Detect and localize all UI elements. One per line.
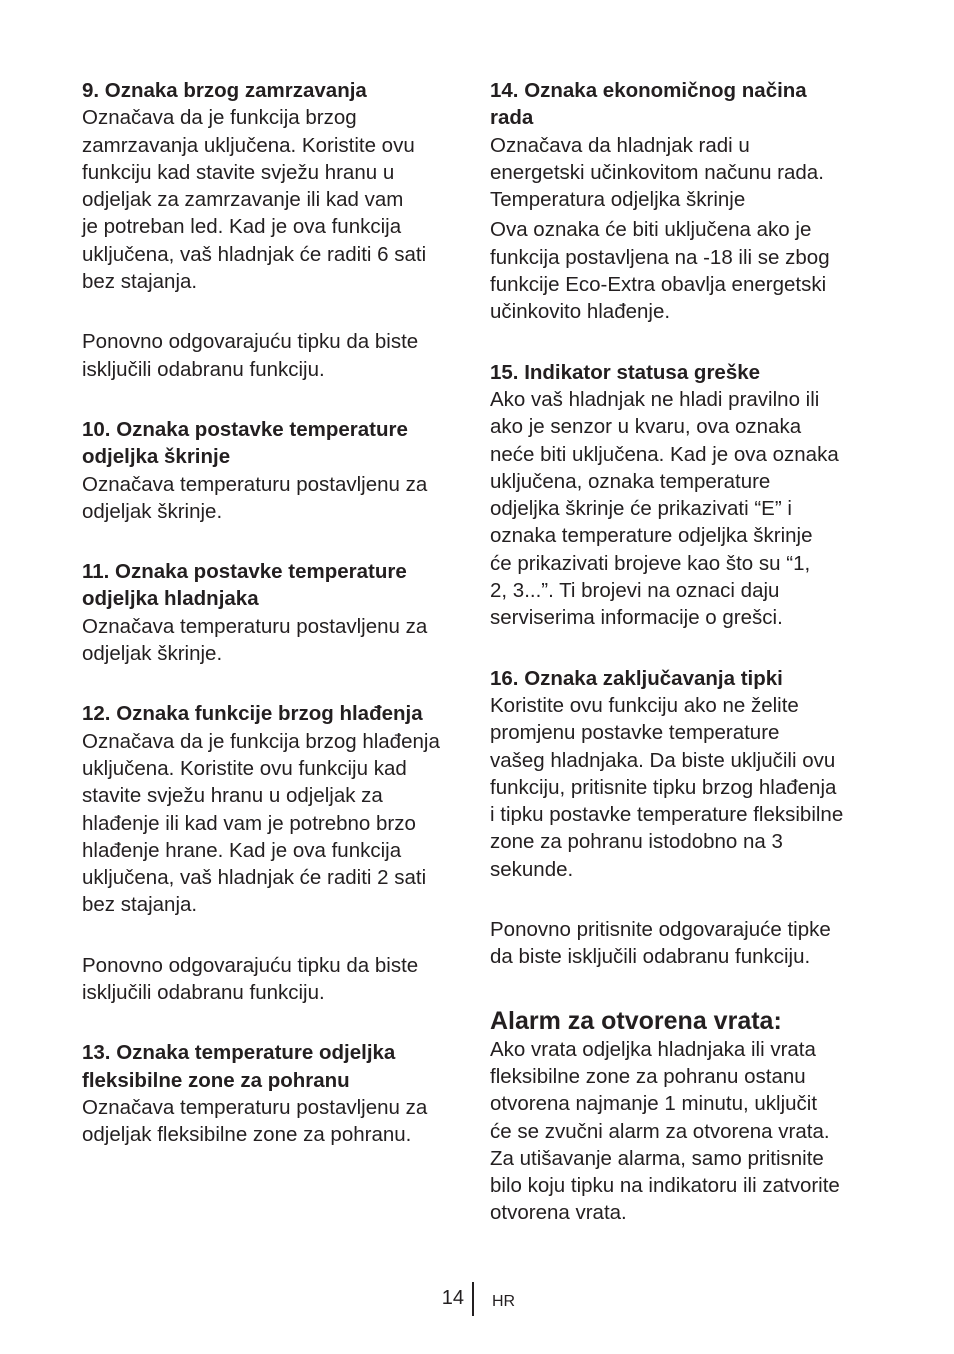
section-text: Označava da hladnjak radi u energetski učinkovitom načunu rada. Temperatura odjeljka škrinje bbox=[490, 133, 824, 212]
section-9-note bbox=[82, 328, 468, 383]
section-12-note bbox=[82, 952, 468, 1007]
page-number: 14 bbox=[441, 1287, 464, 1309]
section-text: Označava da je funkcija brzog zamrzavanja uključena. Koristite ovu funkciju kad stavite svježu hranu u odjeljak za zamrzavanje ili kad vam je potreban led. Kad je ova funkcija uključena, vaš hladnjak će raditi 6 sati bez stajanja. bbox=[82, 106, 427, 294]
language-code: HR bbox=[492, 1293, 516, 1310]
section-heading: 12. Oznaka funkcije brzog hlađenja bbox=[82, 702, 423, 726]
section-text: Označava temperaturu postavljenu za odjeljak škrinje. bbox=[82, 614, 428, 666]
section-text: Označava da je funkcija brzog hlađenja uključena. Koristite ovu funkciju kad stavite svježu hranu u odjeljak za hlađenje ili kad vam je potrebno brzo hlađenje hrane. Kad je ova funkcija uključena, vaš hladnjak će raditi 2 sati bez stajanja. bbox=[82, 729, 440, 917]
section-alarm bbox=[490, 1004, 876, 1227]
section-heading: 16. Oznaka zaključavanja tipki bbox=[490, 666, 783, 690]
section-heading: 14. Oznaka ekonomičnog načina rada bbox=[490, 79, 807, 130]
section-12 bbox=[82, 700, 468, 918]
section-text: Koristite ovu funkciju ako ne želite promjenu postavke temperature vašeg hladnjaka. Da biste uključili ovu funkciju, pritisnite tipku brzog hlađenja i tipku postavke temperature fleksibilne zone za pohranu istodobno na 3 sekunde. bbox=[490, 693, 844, 881]
section-text: Označava temperaturu postavljenu za odjeljak škrinje. bbox=[82, 472, 428, 523]
alarm-text: Ako vrata odjeljka hladnjaka ili vrata fleksibilne zone za pohranu ostanu otvorena najmanje 1 minutu, uključit će se zvučni alarm za otvorena vrata. Za utišavanje alarma, samo pritisnite bilo koju tipku na indikatoru ili zatvorite otvorena vrata. bbox=[490, 1037, 840, 1225]
section-9 bbox=[82, 77, 468, 295]
section-heading: 15. Indikator statusa greške bbox=[490, 360, 761, 384]
alarm-heading: Alarm za otvorena vrata: bbox=[490, 1006, 782, 1035]
section-note: Ponovno odgovarajuću tipku da biste isključili odabranu funkciju. bbox=[82, 953, 419, 1005]
section-15 bbox=[490, 359, 876, 632]
section-13 bbox=[82, 1039, 468, 1148]
section-11 bbox=[82, 558, 468, 667]
section-heading: 9. Oznaka brzog zamrzavanja bbox=[82, 79, 367, 102]
section-14 bbox=[490, 77, 876, 326]
section-note: Ponovno odgovarajuću tipku da biste isključili odabranu funkciju. bbox=[82, 330, 419, 381]
section-note: Ponovno pritisnite odgovarajuće tipke da biste isključili odabranu funkciju. bbox=[490, 918, 831, 969]
section-heading: 13. Oznaka temperature odjeljka fleksibilne zone za pohranu bbox=[82, 1041, 396, 1092]
section-16-note bbox=[490, 916, 876, 971]
footer-divider bbox=[472, 1282, 474, 1316]
page-footer bbox=[0, 1282, 954, 1322]
section-text: Ako vaš hladnjak ne hladi pravilno ili ako je senzor u kvaru, ova oznaka neće biti uključena. Kad je ova oznaka uključena, oznaka temperature odjeljka škrinje će prikazivati “E” i oznaka temperature odjeljka škrinje će prikazivati brojeve kao što su “1, 2, 3...”. Ti brojevi na oznaci daju serviserima informacije o grešci. bbox=[490, 387, 839, 630]
section-text: Označava temperaturu postavljenu za odjeljak fleksibilne zone za pohranu. bbox=[82, 1095, 428, 1147]
left-column bbox=[82, 77, 468, 1149]
section-heading: 10. Oznaka postavke temperature odjeljka škrinje bbox=[82, 417, 408, 469]
section-heading: 11. Oznaka postavke temperature odjeljka hladnjaka bbox=[82, 560, 407, 611]
section-16 bbox=[490, 665, 876, 883]
section-text-2: Ova oznaka će biti uključena ako je funkcija postavljena na -18 ili se zbog funkcije Eco-Extra obavlja energetski učinkovito hlađenje. bbox=[490, 218, 830, 324]
section-10 bbox=[82, 416, 468, 525]
right-column bbox=[490, 77, 876, 1227]
